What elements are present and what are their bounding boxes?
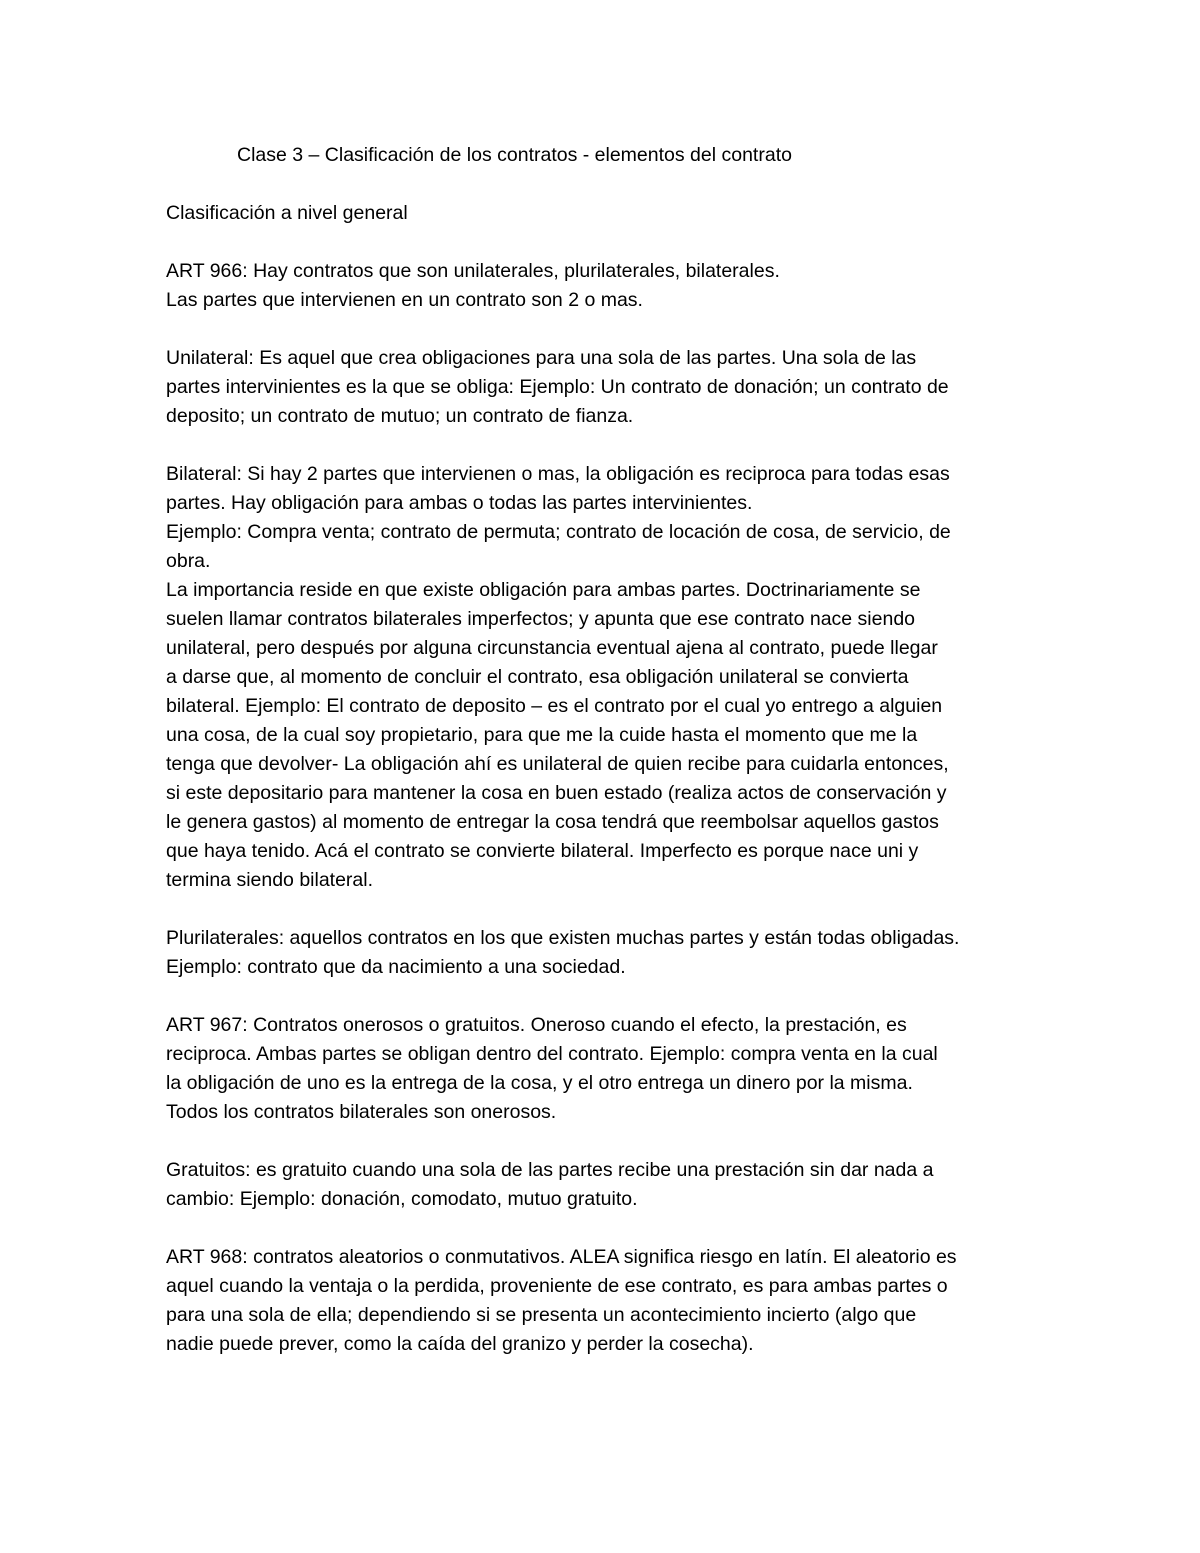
paragraph-plurilaterales xyxy=(166,924,1046,982)
text-line: una cosa, de la cual soy propietario, para que me la cuide hasta el momento que me la xyxy=(166,724,918,746)
paragraph-gratuitos xyxy=(166,1156,1046,1214)
text-line: Todos los contratos bilaterales son onerosos. xyxy=(166,1101,557,1123)
text-line: ART 966: Hay contratos que son unilaterales, plurilaterales, bilaterales. xyxy=(166,260,780,282)
text-line: ART 967: Contratos onerosos o gratuitos. Oneroso cuando el efecto, la prestación, es xyxy=(166,1014,907,1036)
text-line: nadie puede prever, como la caída del granizo y perder la cosecha). xyxy=(166,1333,754,1355)
text-line: ART 968: contratos aleatorios o conmutativos. ALEA significa riesgo en latín. El aleatorio es xyxy=(166,1246,957,1268)
text-line: cambio: Ejemplo: donación, comodato, mutuo gratuito. xyxy=(166,1188,638,1210)
paragraph-unilateral xyxy=(166,344,1046,431)
text-line: aquel cuando la ventaja o la perdida, proveniente de ese contrato, es para ambas partes o xyxy=(166,1275,948,1297)
text-line: partes. Hay obligación para ambas o todas las partes intervinientes. xyxy=(166,492,753,514)
text-line: a darse que, al momento de concluir el contrato, esa obligación unilateral se convierta xyxy=(166,666,909,688)
document-subtitle: Clasificación a nivel general xyxy=(166,202,408,224)
text-line: tenga que devolver- La obligación ahí es unilateral de quien recibe para cuidarla entonces, xyxy=(166,753,949,775)
text-line: Gratuitos: es gratuito cuando una sola de las partes recibe una prestación sin dar nada a xyxy=(166,1159,934,1181)
text-line: le genera gastos) al momento de entregar la cosa tendrá que reembolsar aquellos gastos xyxy=(166,811,939,833)
text-line: Plurilaterales: aquellos contratos en los que existen muchas partes y están todas obligadas. xyxy=(166,927,960,949)
text-line: reciproca. Ambas partes se obligan dentro del contrato. Ejemplo: compra venta en la cual xyxy=(166,1043,938,1065)
text-line: bilateral. Ejemplo: El contrato de deposito – es el contrato por el cual yo entrego a alguien xyxy=(166,695,943,717)
document-body xyxy=(166,139,1046,1388)
text-line: para una sola de ella; dependiendo si se presenta un acontecimiento incierto (algo que xyxy=(166,1304,917,1326)
text-line: Ejemplo: Compra venta; contrato de permuta; contrato de locación de cosa, de servicio, de xyxy=(166,521,951,543)
text-line: obra. xyxy=(166,550,211,572)
text-line: unilateral, pero después por alguna circunstancia eventual ajena al contrato, puede llegar xyxy=(166,637,938,659)
text-line: partes intervinientes es la que se obliga: Ejemplo: Un contrato de donación; un contrato de xyxy=(166,376,949,398)
text-line: Unilateral: Es aquel que crea obligaciones para una sola de las partes. Una sola de las xyxy=(166,347,917,369)
paragraph-bilateral xyxy=(166,460,1046,895)
text-line: suelen llamar contratos bilaterales imperfectos; y apunta que ese contrato nace siendo xyxy=(166,608,916,630)
paragraph-art-968 xyxy=(166,1243,1046,1359)
paragraph-art-967 xyxy=(166,1011,1046,1127)
text-line: deposito; un contrato de mutuo; un contrato de fianza. xyxy=(166,405,634,427)
text-line: que haya tenido. Acá el contrato se convierte bilateral. Imperfecto es porque nace uni y xyxy=(166,840,919,862)
paragraph-art-966 xyxy=(166,257,1046,315)
text-line: termina siendo bilateral. xyxy=(166,869,374,891)
text-line: si este depositario para mantener la cosa en buen estado (realiza actos de conservación y xyxy=(166,782,947,804)
text-line: Bilateral: Si hay 2 partes que intervienen o mas, la obligación es reciproca para todas esas xyxy=(166,463,950,485)
text-line: Ejemplo: contrato que da nacimiento a una sociedad. xyxy=(166,956,626,978)
text-line: Las partes que intervienen en un contrato son 2 o mas. xyxy=(166,289,643,311)
text-line: la obligación de uno es la entrega de la cosa, y el otro entrega un dinero por la misma. xyxy=(166,1072,913,1094)
text-line: La importancia reside en que existe obligación para ambas partes. Doctrinariamente se xyxy=(166,579,921,601)
document-title: Clase 3 – Clasificación de los contratos - elementos del contrato xyxy=(237,144,792,166)
